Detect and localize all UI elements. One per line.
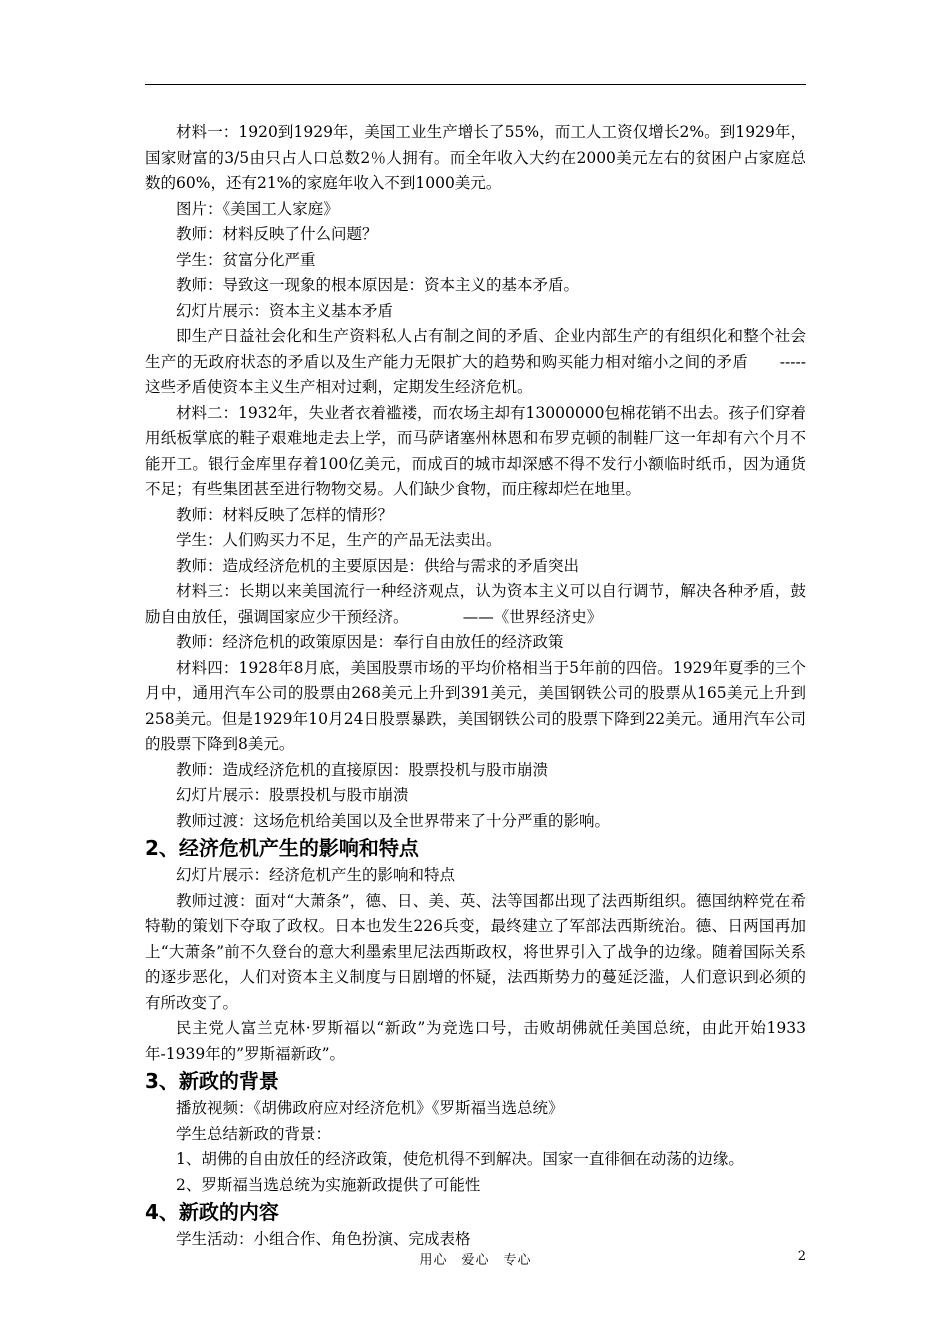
paragraph: 教师：材料反映了什么问题？: [176, 225, 378, 243]
section-heading: 4、新政的内容: [145, 1200, 279, 1224]
paragraph: 即生产日益社会化和生产资料私人占有制之间的矛盾、企业内部生产的有组织化和整个社会生产的无政府状态的矛盾以及生产能力无限扩大的趋势和购买能力相对缩小之间的矛盾 -----这些矛盾使资本主义生产相对过剩，定期发生经济危机。: [145, 327, 806, 396]
paragraph: 幻灯片展示：经济危机产生的影响和特点: [176, 866, 456, 884]
paragraph: 材料二：1932年，失业者衣着褴褛，而农场主却有13000000包棉花销不出去。孩子们穿着用纸板掌底的鞋子艰难地走去上学，而马萨诸塞州林恩和布罗克顿的制鞋厂这一年却有六个月不能开工。银行金库里存着100亿美元，而成百的城市却深感不得不发行小额临时纸币，因为通货不足；有些集团甚至进行物物交易。人们缺少食物，而庄稼却烂在地里。: [145, 403, 806, 498]
paragraph: 教师过渡：面对“大萧条”，德、日、美、英、法等国都出现了法西斯组织。德国纳粹党在希特勒的策划下夺取了政权。日本也发生226兵变，最终建立了军部法西斯统治。德、日两国再加上“大萧条”前不久登台的意大利墨索里尼法西斯政权，将世界引入了战争的边缘。随着国际关系的逐步恶化，人们对资本主义制度与日剧增的怀疑，法西斯势力的蔓延泛滥，人们意识到必须的有所改变了。: [145, 891, 806, 1012]
paragraph: 教师：材料反映了怎样的情形？: [176, 505, 394, 524]
paragraph: 教师：导致这一现象的根本原因是：资本主义的基本矛盾。: [176, 276, 580, 294]
paragraph: 幻灯片展示：股票投机与股市崩溃: [176, 786, 409, 804]
page-footer: [145, 1249, 806, 1269]
paragraph: 教师：造成经济危机的主要原因是：供给与需求的矛盾突出: [176, 556, 580, 575]
paragraph: 材料四：1928年8月底，美国股票市场的平均价格相当于5年前的四倍。1929年夏季的三个月中，通用汽车公司的股票由268美元上升到391美元，美国钢铁公司的股票从165美元上升到258美元。但是1929年10月24日股票暴跌，美国钢铁公司的股票下降到22美元。通用汽车公司的股票下降到8美元。: [145, 658, 806, 753]
paragraph: 教师过渡：这场危机给美国以及全世界带来了十分严重的影响。: [176, 811, 611, 830]
paragraph: 民主党人富兰克林·罗斯福以“新政”为竞选口号，击败胡佛就任美国总统，由此开始1933年-1939年的”罗斯福新政”。: [145, 1019, 806, 1063]
page-number: 2: [797, 1249, 806, 1264]
paragraph: 幻灯片展示：资本主义基本矛盾: [176, 301, 394, 320]
section-heading: 2、经济危机产生的影响和特点: [145, 836, 419, 860]
paragraph: 材料三：长期以来美国流行一种经济观点，认为资本主义可以自行调节，解决各种矛盾，鼓励自由放任，强调国家应少干预经济。 ——《世界经济史》: [145, 582, 806, 626]
paragraph: 教师：经济危机的政策原因是：奉行自由放任的经济政策: [176, 633, 564, 651]
paragraph: 学生活动：小组合作、角色扮演、完成表格: [176, 1230, 471, 1248]
paragraph: 材料一：1920到1929年，美国工业生产增长了55%，而工人工资仅增长2%。到1929年，国家财富的3/5由只占人口总数2％人拥有。而全年收入大约在2000美元左右的贫困户占家庭总数的60%，还有21%的家庭年收入不到1000美元。: [145, 123, 806, 192]
footer-motto: 用心 爱心 专心: [419, 1253, 532, 1268]
paragraph: 2、罗斯福当选总统为实施新政提供了可能性: [176, 1175, 481, 1194]
paragraph: 学生：贫富分化严重: [176, 250, 316, 269]
document-body: [145, 120, 806, 1253]
header-rule: [145, 84, 806, 85]
paragraph: 学生总结新政的背景：: [176, 1124, 332, 1143]
paragraph: 1、胡佛的自由放任的经济政策，使危机得不到解决。国家一直徘徊在动荡的边缘。: [176, 1150, 744, 1168]
paragraph: 播放视频：《胡佛政府应对经济危机》《罗斯福当选总统》: [176, 1099, 564, 1117]
paragraph: 教师：造成经济危机的直接原因：股票投机与股市崩溃: [176, 760, 549, 779]
paragraph: 图片：《美国工人家庭》: [176, 199, 339, 218]
section-heading: 3、新政的背景: [145, 1069, 279, 1093]
paragraph: 学生：人们购买力不足，生产的产品无法卖出。: [176, 531, 502, 549]
